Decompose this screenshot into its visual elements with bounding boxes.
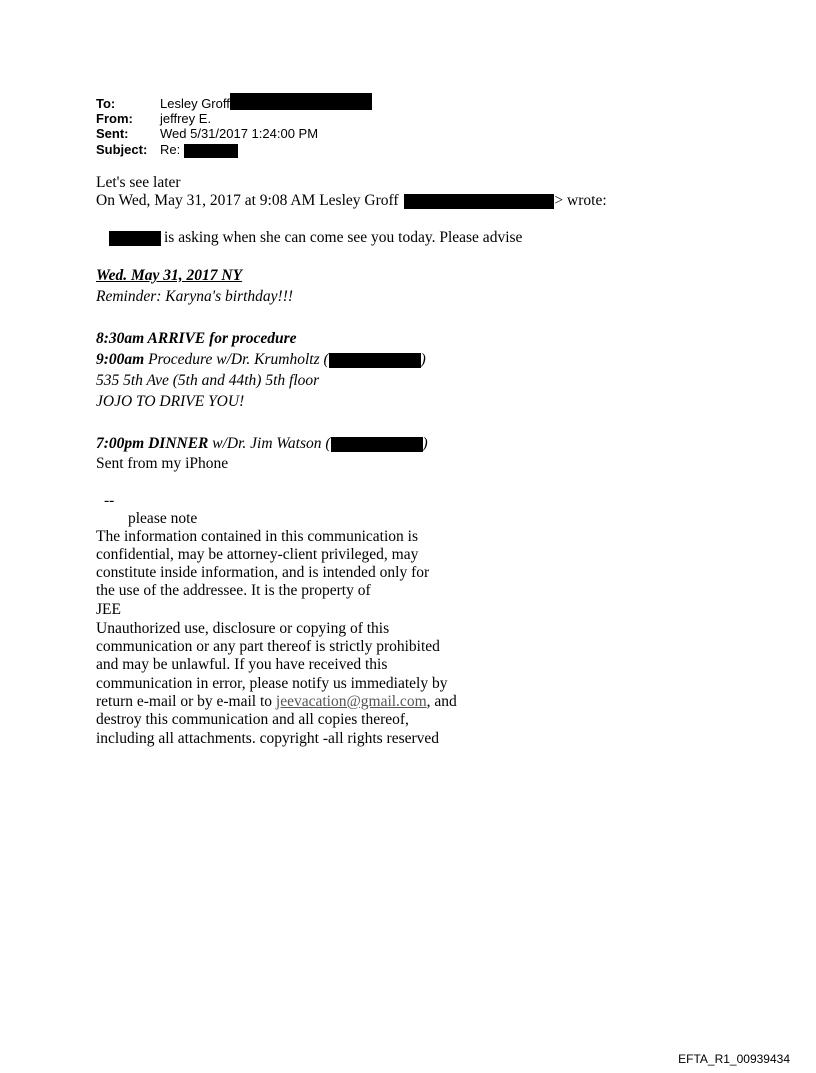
disclaimer-email-line (96, 693, 457, 711)
dinner-line (96, 435, 428, 453)
quote-intro (96, 192, 607, 210)
asking-line (109, 229, 522, 247)
disclaimer-line: The information contained in this communication is (96, 528, 418, 545)
sent-value: Wed 5/31/2017 1:24:00 PM (160, 126, 319, 141)
to-label: To: (96, 96, 116, 111)
email-header (96, 96, 496, 158)
subject-label: Subject: (96, 142, 148, 157)
from-label: From: (96, 111, 133, 126)
subject-value (160, 142, 238, 158)
signature-dash: -- (104, 492, 115, 509)
disclaimer-line: destroy this communication and all copies thereof, (96, 711, 409, 728)
procedure-time: 9:00am (96, 351, 145, 368)
procedure-text: Procedure w/Dr. Krumholtz ( (148, 351, 329, 368)
return-pre: return e-mail or by e-mail to (96, 693, 276, 710)
document-id: EFTA_R1_00939434 (678, 1052, 790, 1066)
sent-row (96, 126, 496, 141)
disclaimer-line: constitute inside information, and is intended only for (96, 564, 430, 581)
date-heading: Wed. May 31, 2017 NY (96, 267, 243, 284)
email-link[interactable]: jeevacation@gmail.com (275, 693, 427, 710)
to-row (96, 96, 496, 111)
address-line: 535 5th Ave (5th and 44th) 5th floor (96, 372, 320, 389)
procedure-close: ) (420, 351, 426, 368)
redaction-block (331, 437, 423, 452)
disclaimer-line: JEE (96, 601, 121, 618)
disclaimer-line: including all attachments. copyright -all rights reserved (96, 730, 440, 747)
quote-intro-text: On Wed, May 31, 2017 at 9:08 AM Lesley Groff (96, 192, 399, 209)
redaction-block (329, 353, 421, 368)
to-name: Lesley Groff (160, 96, 230, 111)
disclaimer-line: communication in error, please notify us immediately by (96, 675, 448, 692)
redaction-block (184, 144, 238, 158)
disclaimer-line: the use of the addressee. It is the property of (96, 582, 371, 599)
from-row (96, 111, 496, 126)
dinner-close: ) (422, 435, 428, 452)
procedure-line (96, 351, 426, 369)
subject-text: Re: (160, 142, 181, 157)
from-value: jeffrey E. (160, 111, 212, 126)
dinner-time: 7:00pm DINNER (96, 435, 209, 452)
sent-from-line: Sent from my iPhone (96, 455, 229, 472)
redaction-block (404, 194, 554, 209)
disclaimer-line: and may be unlawful. If you have received this (96, 656, 388, 673)
asking-text: is asking when she can come see you today. Please advise (164, 229, 523, 246)
subject-row (96, 142, 496, 157)
arrive-line: 8:30am ARRIVE for procedure (96, 330, 297, 347)
reply-text: Let's see later (96, 174, 181, 191)
disclaimer-line: confidential, may be attorney-client privileged, may (96, 546, 419, 563)
driver-line: JOJO TO DRIVE YOU! (96, 393, 245, 410)
sent-label: Sent: (96, 126, 129, 141)
disclaimer-line: communication or any part thereof is strictly prohibited (96, 638, 440, 655)
redaction-block (109, 231, 161, 246)
quote-intro-end: > wrote: (554, 192, 607, 209)
please-note: please note (128, 510, 198, 527)
dinner-text: w/Dr. Jim Watson ( (212, 435, 331, 452)
return-post: , and (426, 693, 457, 710)
disclaimer-line: Unauthorized use, disclosure or copying of this (96, 620, 390, 637)
reminder: Reminder: Karyna's birthday!!! (96, 288, 294, 305)
redaction-block (230, 93, 372, 110)
